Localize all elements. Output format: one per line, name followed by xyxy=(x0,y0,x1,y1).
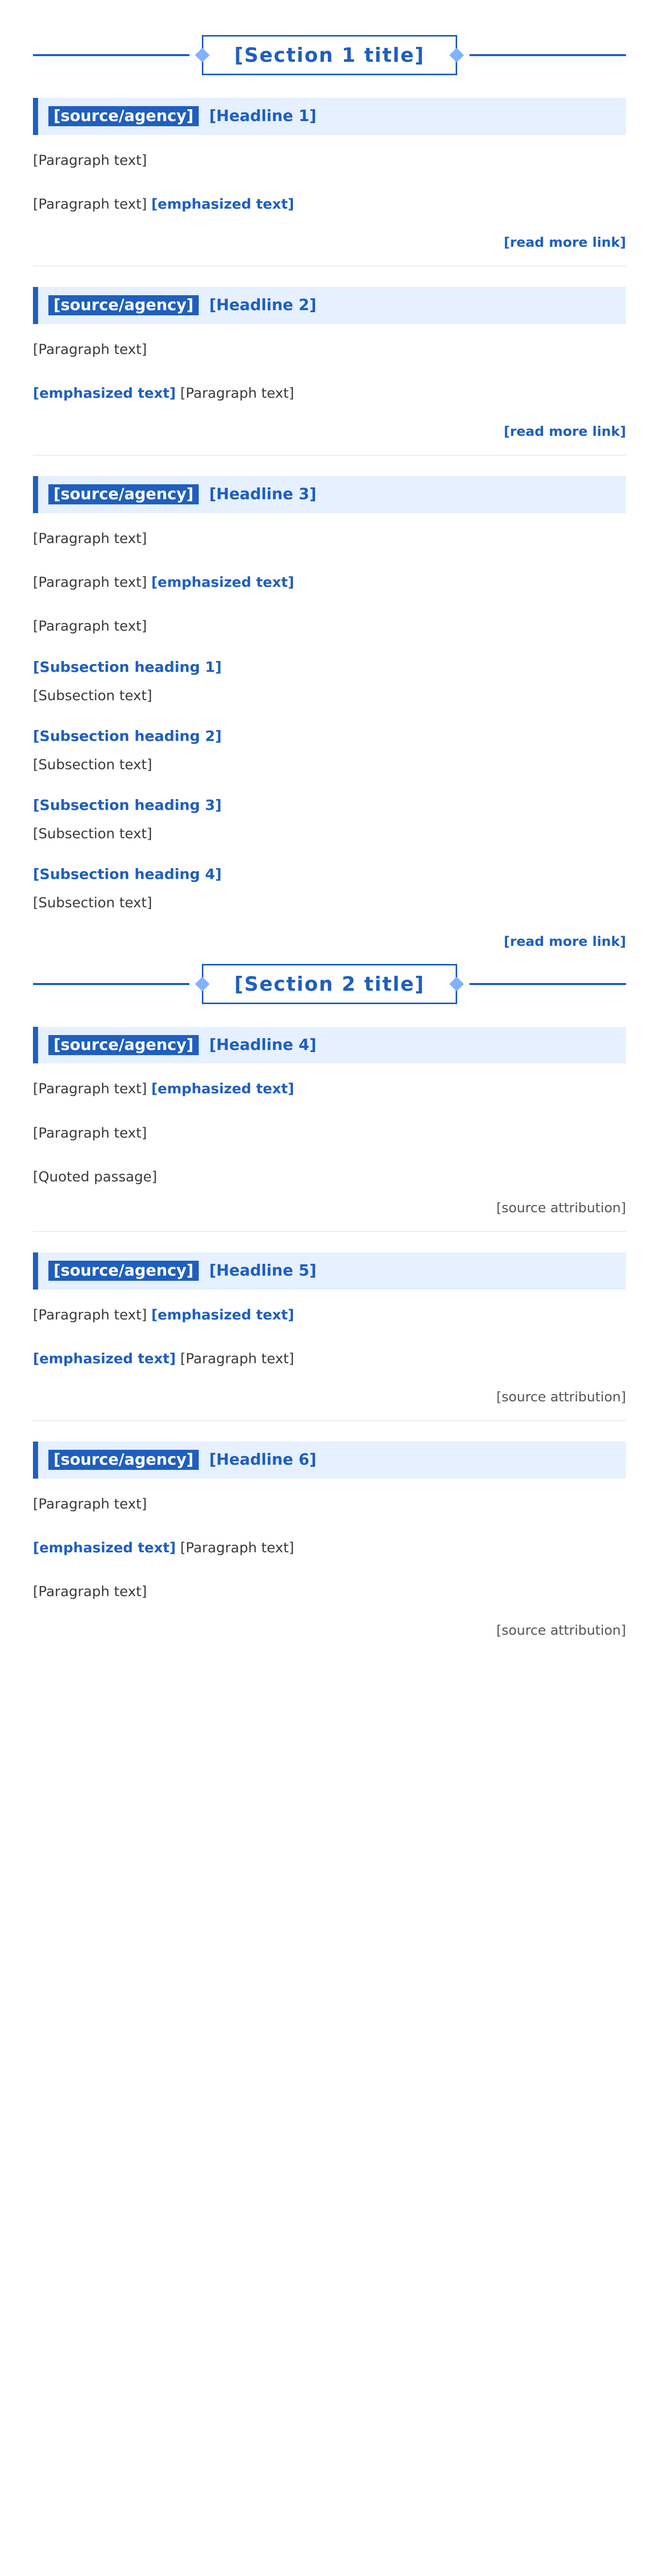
emphasis-text: [emphasized text] xyxy=(151,1081,294,1097)
article-headline xyxy=(33,98,626,135)
article-paragraph: [Paragraph text] [emphasized text] xyxy=(33,1081,294,1097)
headline-lead: [source/agency] xyxy=(48,106,199,126)
headline-text: [Headline 1] xyxy=(209,107,317,125)
quote-paragraph: [Quoted passage] xyxy=(33,1168,157,1185)
headline-lead: [source/agency] xyxy=(48,1450,199,1470)
article-paragraph: [emphasized text] [Paragraph text] xyxy=(33,385,294,401)
read-more-link[interactable]: [read more link] xyxy=(504,424,626,440)
subsection-paragraph: [Subsection text] xyxy=(33,756,152,773)
subsection-paragraph: [Subsection text] xyxy=(33,895,152,911)
headline-text: [Headline 4] xyxy=(209,1036,317,1054)
subsection-heading: [Subsection heading 1] xyxy=(33,658,222,675)
section-banner-box xyxy=(202,35,457,75)
headline-text: [Headline 6] xyxy=(209,1451,317,1469)
article-paragraph: [Paragraph text] xyxy=(33,1584,147,1600)
article-headline xyxy=(33,476,626,513)
section-banner-box xyxy=(202,964,457,1004)
read-more-link[interactable]: [read more link] xyxy=(504,934,626,950)
headline-lead: [source/agency] xyxy=(48,1035,199,1055)
divider xyxy=(33,1420,626,1421)
article-paragraph: [Paragraph text] xyxy=(33,530,147,547)
emphasis-text: [emphasized text] xyxy=(151,196,294,212)
article-headline xyxy=(33,1442,626,1479)
headline-lead: [source/agency] xyxy=(48,484,199,504)
article-paragraph: [Paragraph text] xyxy=(33,1496,147,1512)
section-banner xyxy=(33,35,626,75)
article-paragraph: [emphasized text] [Paragraph text] xyxy=(33,1350,294,1367)
article-paragraph: [Paragraph text] xyxy=(33,618,147,635)
article-paragraph: [Paragraph text] [emphasized text] xyxy=(33,574,294,590)
subsection-heading: [Subsection heading 4] xyxy=(33,866,222,883)
article-headline xyxy=(33,287,626,324)
section-title: [Section 2 title] xyxy=(234,972,425,995)
article-headline xyxy=(33,1027,626,1064)
headline-text: [Headline 5] xyxy=(209,1262,317,1280)
source-attribution: [source attribution] xyxy=(496,1622,626,1638)
article-paragraph: [Paragraph text] [emphasized text] xyxy=(33,1307,294,1323)
emphasis-text: [emphasized text] xyxy=(33,385,176,401)
subsection-heading: [Subsection heading 3] xyxy=(33,796,222,814)
source-attribution: [source attribution] xyxy=(496,1389,626,1405)
emphasis-text: [emphasized text] xyxy=(151,574,294,590)
headline-text: [Headline 2] xyxy=(209,296,317,315)
divider xyxy=(33,1231,626,1232)
source-attribution: [source attribution] xyxy=(496,1200,626,1216)
subsection-paragraph: [Subsection text] xyxy=(33,826,152,842)
headline-lead: [source/agency] xyxy=(48,1261,199,1281)
headline-lead: [source/agency] xyxy=(48,295,199,315)
article-paragraph: [Paragraph text] [emphasized text] xyxy=(33,196,294,212)
emphasis-text: [emphasized text] xyxy=(33,1350,176,1367)
headline-text: [Headline 3] xyxy=(209,485,317,504)
article-paragraph: [emphasized text] [Paragraph text] xyxy=(33,1540,294,1556)
article-headline xyxy=(33,1252,626,1290)
article-paragraph: [Paragraph text] xyxy=(33,152,147,168)
section-title: [Section 1 title] xyxy=(234,44,425,66)
subsection-paragraph: [Subsection text] xyxy=(33,687,152,704)
section-banner xyxy=(33,964,626,1004)
article-paragraph: [Paragraph text] xyxy=(33,341,147,358)
read-more-link[interactable]: [read more link] xyxy=(504,235,626,251)
subsection-heading: [Subsection heading 2] xyxy=(33,727,222,744)
emphasis-text: [emphasized text] xyxy=(33,1540,176,1556)
article-paragraph: [Paragraph text] xyxy=(33,1125,147,1141)
emphasis-text: [emphasized text] xyxy=(151,1307,294,1323)
